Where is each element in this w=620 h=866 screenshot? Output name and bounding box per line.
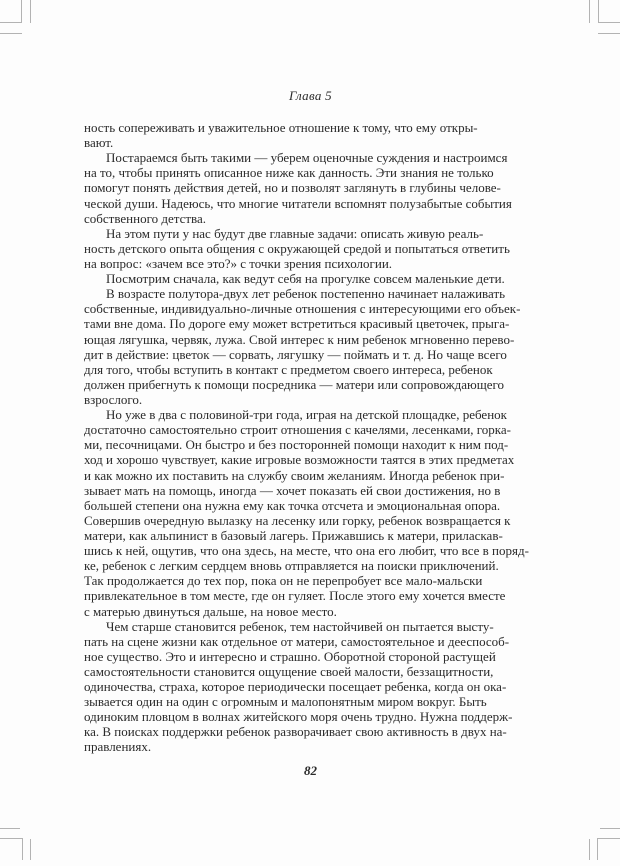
text-line: В возрасте полутора-двух лет ребенок постепенно начинает налаживать [106,286,506,302]
text-line: зывает мать на помощь, иногда — хочет показать ей свои достижения, но в [84,482,501,498]
text-line: Посмотрим сначала, как ведут себя на прогулке совсем маленькие дети. [106,271,505,287]
crop-mark-bottom-right [597,838,620,839]
text-line: одиноким пловцом в волнах житейского моря очень трудно. Нужна поддерж- [84,709,513,725]
text-line: пать на сцене жизни как отдельное от матери, самостоятельное и дееспособ- [84,633,510,649]
crop-mark-top-right [589,0,590,23]
crop-mark-top-right [598,0,599,22]
text-line: одиночества, страха, которое периодически посещает ребенка, когда он ока- [84,679,507,695]
text-line: на вопрос: «зачем все это?» с точки зрения психологии. [84,255,393,271]
text-line: ке, ребенок с легким сердцем вновь отправляется на поиски приключений. [84,558,499,574]
crop-mark-top-right [598,33,620,34]
crop-mark-top-left [30,0,31,23]
crop-mark-top-left [0,33,22,34]
text-line: матери, как альпинист в базовый лагерь. Прижавшись к матери, приласкав- [84,527,503,543]
text-line: ход и хорошо чувствует, какие игровые возможности таятся в этих предметах [84,452,515,468]
crop-mark-top-left [21,0,22,22]
paragraph [84,226,537,271]
text-line: помогут понять действия детей, но и позволят заглянуть в глубины челове- [84,180,501,196]
text-line: На этом пути у нас будут две главные задачи: описать живую реаль- [106,225,484,241]
text-line: с матерью двинуться дальше, на новое место. [84,603,337,619]
crop-mark-bottom-left [0,828,20,829]
text-line: большей степени она нужна ему как точка отсчета и эмоциональная опора. [84,497,501,513]
text-line: тами вне дома. По дороге ему может встретиться красивый цветочек, прыга- [84,316,510,332]
text-line: ющая лягушка, червяк, лужа. Свой интерес к ним ребенок мгновенно перево- [84,331,515,347]
text-line: собственные, индивидуально-личные отношения с интересующими его объек- [84,301,521,317]
text-line: должен прибегнуть к помощи посредника — матери или сопровождающего [84,376,504,392]
paragraph [84,407,537,619]
crop-mark-bottom-left [22,838,23,860]
text-line: на то, чтобы принять описанное ниже как данность. Эти знания не только [84,165,494,181]
page-number: 82 [304,762,317,778]
text-line: привлекательное в том месте, где он гуляет. После этого ему хочется вместе [84,588,506,604]
crop-mark-bottom-left [0,838,23,839]
crop-mark-bottom-left [30,839,31,860]
crop-mark-top-right [598,22,620,23]
text-line: достаточно самостоятельно строит отношения с качелями, лесенками, горка- [84,422,512,438]
text-line: шись к ней, ощутив, что она здесь, на месте, что она его любит, что все в поряд- [84,543,529,559]
text-line: ное существо. Это и интересно и страшно. Оборотной стороной растущей [84,648,496,664]
text-line: зывается один на один с огромным и малопонятным миром вокруг. Быть [84,694,487,710]
text-line: Совершив очередную вылазку на лесенку или горку, ребенок возвращается к [84,512,511,528]
paragraph [84,120,537,150]
text-line: ка. В поисках поддержки ребенок разворачивает свою активность в двух на- [84,724,507,740]
chapter-header: Глава 5 [289,88,332,103]
text-line: ми, песочницами. Он быстро и без посторонней помощи находит к ним под- [84,437,509,453]
text-line: и как можно их поставить на службу своим желаниям. Иногда ребенок при- [84,467,505,483]
text-line: собственного детства. [84,210,207,226]
body-text [84,120,537,755]
paragraph [84,271,537,286]
paragraph [84,619,537,755]
paragraph [84,286,537,407]
crop-mark-bottom-right [597,838,598,860]
text-line: для того, чтобы вступить в контакт с предметом своего интереса, ребенок [84,361,493,377]
crop-mark-top-left [0,22,22,23]
text-line: Так продолжается до тех пор, пока он не перепробует все мало-мальски [84,573,483,589]
text-line: взрослого. [84,391,143,407]
text-line: ческой души. Надеюсь, что многие читатели вспомнят полузабытые события [84,195,512,211]
text-line: самостоятельности становится ощущение своей малости, беззащитности, [84,663,494,679]
crop-mark-bottom-right [600,828,620,829]
text-line: Постараемся быть такими — уберем оценочные суждения и настроимся [106,150,508,166]
page-content [84,88,537,778]
text-line: дит в действие: цветок — сорвать, лягушку — поймать и т. д. Но чаще всего [84,346,507,362]
paragraph [84,150,537,226]
text-line: ность детского опыта общения с окружающей средой и попытаться ответить [84,240,510,256]
text-line: правлениях. [84,739,152,755]
text-line: Чем старше становится ребенок, тем настойчивей он пытается высту- [106,618,494,634]
text-line: Но уже в два с половиной-три года, играя на детской площадке, ребенок [106,407,507,423]
text-line: вают. [84,135,114,151]
crop-mark-bottom-right [589,839,590,860]
text-line: ность сопереживать и уважительное отношение к тому, что ему откры- [84,120,478,135]
